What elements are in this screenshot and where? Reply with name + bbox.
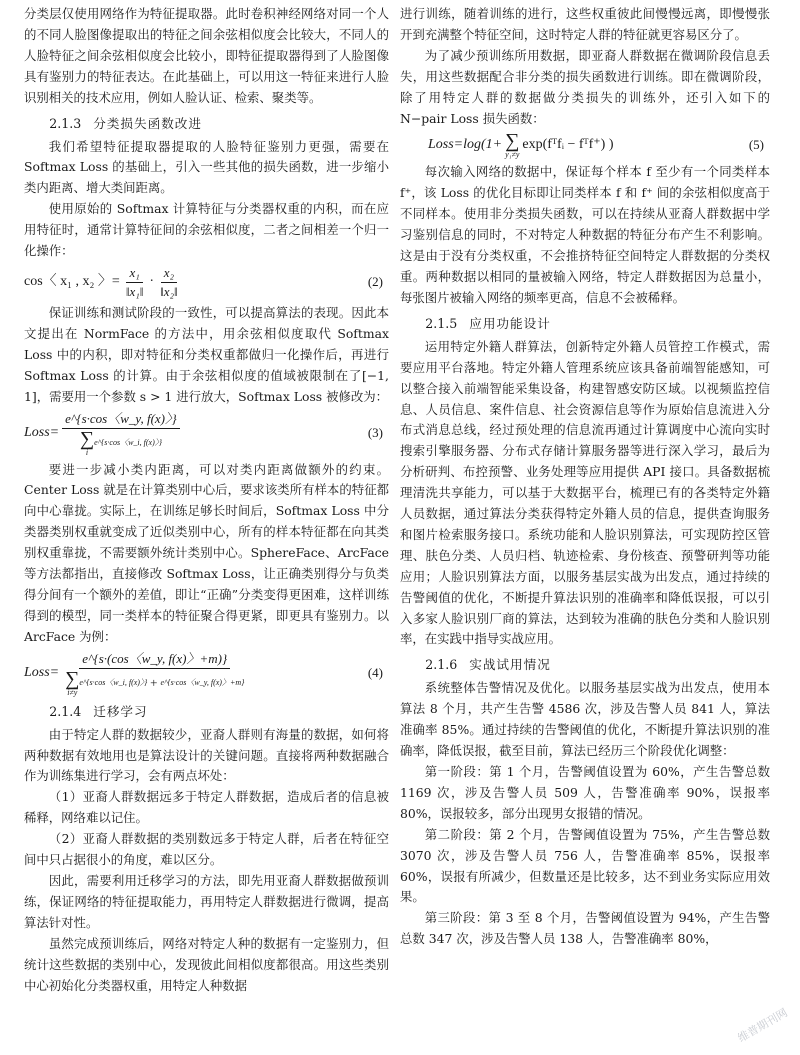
paragraph: 我们希望特征提取器提取的人脸特征鉴别力更强，需要在 Softmax Loss 的基础上，引入一些其他的损失函数，进一步缩小类内距离、增大类间距离。 <box>24 138 389 196</box>
paragraph: 每次输入网络的数据中，保证每个样本 f 至少有一个同类样本 f⁺，该 Loss 的优化目标即让同类样本 f 和 f⁺ 间的余弦相似度高于不同样本。使用非分类损失函数，可以在持续从亚裔人群数据中学习鉴别信息的同时，不对特定人种数据的特征分布产生不利影响。这是由于没有分类权重，不会推挤特征空间特定人群数据的分类权重。两种数据以相同的量被输入网络，特定人群数据因为总量小，每张图片被输入网络的频率更高，信息不会被稀释。 <box>400 164 770 305</box>
section-heading-2-1-5 <box>400 314 770 334</box>
paragraph: 第一阶段：第 1 个月，告警阈值设置为 60%，产生告警总数 1169 次，涉及告警人员 509 人，告警准确率 90%，误报率 80%，误报较多，部分出现男女报错的情况。 <box>400 764 770 821</box>
watermark: 维普期刊网 <box>735 1006 790 1045</box>
section-title: 实战试用情况 <box>469 657 551 673</box>
frac-denominator: ‖x₁‖ <box>125 283 144 299</box>
equation-number: (4) <box>367 665 383 681</box>
paragraph: 要进一步减小类内距离，可以对类内距离做额外的约束。Center Loss 就是在计算类别中心后，要求该类所有样本的特征都向中心靠拢。实际上，在训练足够长时间后，Softmax Loss 中分类器类别权重就变成了近似类别中心，所有的样本特征都在向其类别权重靠拢，不需要额外统计类别中心。SphereFace、ArcFace 等方法都指出，直接修改 Softmax Loss，让正确类别得分与负类得分间有一个额外的差值，即让“正确”分类变得更困难，这样训练得到的模型，同一类样本的特征聚合得更紧，即更具有鉴别力。以 ArcFace 为例： <box>24 461 389 644</box>
frac-denominator: ‖x₂‖ <box>160 283 178 299</box>
section-title: 分类损失函数改进 <box>93 115 202 131</box>
paragraph: （1）亚裔人群数据远多于特定人群数据，造成后者的信息被稀释，网络难以记住。 <box>24 789 389 826</box>
frac-denominator: e^{s·cos〈w_i, f(x)〉} <box>94 438 162 447</box>
equation-4: Loss= e^{s·(cos〈w_y, f(x)〉+m)} ∑ i≠y e^{s·cos〈w_i, f(x)〉} + e^{s·cos〈w_y, f(x)〉+m} (4) <box>24 651 389 697</box>
equation-2: cos〈 x₁ , x₂ 〉= $\frac{\text{x₁}}{\text{‖x₁‖}}$ · $\frac{\text{x₂}}{\text{‖x₂‖}}$ (2) <box>24 265 389 300</box>
equation-number: (3) <box>367 425 383 441</box>
right-column <box>400 4 770 950</box>
equation-3: Loss= e^{s·cos〈w_y, f(x)〉} ∑ i e^{s·cos〈w_i, f(x)〉} (3) <box>24 411 389 457</box>
equation-lhs: cos〈 x₁ , x₂ 〉= <box>24 274 120 290</box>
paragraph: 分类层仅使用网络作为特征提取器。此时卷积神经网络对同一个人的不同人脸图像提取出的特征之间余弦相似度会比较大，不同人的人脸特征之间余弦相似度会比较小，即特征提取器得到了人脸图像具有鉴别力的特征表达。在此基础上，可以用这一特征来进行人脸识别相关的技术应用，例如人脸认证、检索、聚类等。 <box>24 6 389 105</box>
section-heading-2-1-6 <box>400 655 770 675</box>
frac-numerator: e^{s·cos〈w_y, f(x)〉} <box>62 411 180 429</box>
equation-lhs: Loss= <box>24 665 60 681</box>
section-number: 2.1.3 <box>49 115 82 131</box>
frac-numerator: x₁ <box>126 265 142 283</box>
section-title: 迁移学习 <box>93 703 148 719</box>
equation-5: Loss=log(1+ ∑ y₁≠y exp(fᵀfᵢ − fᵀf⁺) ) (5) <box>400 132 770 159</box>
equation-number: (5) <box>748 137 764 153</box>
paragraph: 使用原始的 Softmax 计算特征与分类器权重的内积，而在应用特征时，通常计算特征间的余弦相似度，二者之间相差一个归一化操作： <box>24 201 389 259</box>
equation-rhs: exp(fᵀfᵢ − fᵀf⁺) ) <box>522 137 614 153</box>
equation-lhs: Loss= <box>24 425 60 441</box>
paragraph: 虽然完成预训练后，网络对特定人种的数据有一定鉴别力，但统计这些数据的类别中心，发现彼此间相似度都很高。用这些类别中心初始化分类器权重，用特定人种数据 <box>24 935 389 993</box>
paragraph: 进行训练，随着训练的进行，这些权重彼此间慢慢远离，即慢慢张开到充满整个特征空间，这时特定人群的特征就更容易区分了。 <box>400 6 770 42</box>
sum-index: y₁≠y <box>505 150 520 160</box>
section-number: 2.1.5 <box>425 315 458 331</box>
frac-numerator: e^{s·(cos〈w_y, f(x)〉+m)} <box>79 651 230 669</box>
frac-numerator: x₂ <box>161 265 177 283</box>
section-number: 2.1.4 <box>49 703 82 719</box>
paragraph: 因此，需要利用迁移学习的方法，即先用亚裔人群数据做预训练，保证网络的特征提取能力，再用特定人群数据进行微调，提高算法针对性。 <box>24 873 389 930</box>
section-title: 应用功能设计 <box>469 315 551 331</box>
paragraph: 系统整体告警情况及优化。以服务基层实战为出发点，使用本算法 8 个月，共产生告警 4586 次，涉及告警人员 841 人，算法准确率 85%。通过持续的告警阈值的优化，不断提升算法识别的准确率，降低误报，截至目前，算法已经历三个阶段优化调整： <box>400 680 770 759</box>
sum-index: i≠y <box>67 687 78 697</box>
left-column <box>24 4 389 996</box>
paragraph: 保证训练和测试阶段的一致性，可以提高算法的表现。因此本文提出在 NormFace 的方法中，用余弦相似度取代 Softmax Loss 中的内积，即对特征和分类权重都做归一化操作后，再进行 Softmax Loss 的计算。由于余弦相似度的值域被限制在了[−1, 1]，需要用一个参数 s > 1 进行放大，Softmax Loss 被修改为： <box>24 304 389 404</box>
paragraph: 第二阶段：第 2 个月，告警阈值设置为 75%，产生告警总数 3070 次，涉及告警人员 756 人，告警准确率 85%，误报率 60%，误报有所减少，但数量还是比较多，达不到业务实际应用效果。 <box>400 826 770 905</box>
paragraph: 为了减少预训练所用数据，即亚裔人群数据在微调阶段信息丢失，用这些数据配合非分类的损失函数进行训练。即在微调阶段，除了用特定人群的数据做分类损失的训练外，还引入如下的 N−pair Loss 损失函数： <box>400 47 770 126</box>
paragraph: 运用特定外籍人群算法，创新特定外籍人员管控工作模式，需要应用平台落地。特定外籍人管理系统应该具备前端智能感知，可以整合接入前端智能采集设备，构建智感安防区域。以视频监控信息、人员信息、案件信息、社会资源信息等作为原始信息流进入分布式消息总线，经过预处理的信息流再通过计算调度中心流向实时搜索引擎服务器、分布式存储计算服务器等进行深入学习，最后为分析研判、布控预警、业务处理等应用提供 API 接口。具备数据梳理清洗共享能力，可以基于大数据平台，梳理已有的各类特定外籍人员数据，通过算法分类获得特定外籍人员的信息，提供查询服务和图片检索服务接口。系统功能和人脸识别算法，可实现防控区管理、肤色分类、人员归档、轨迹检索、身份核查、预警研判等功能应用；人脸识别算法方面，以服务基层实战为出发点，通过持续的告警阈值的优化，不断提升算法识别的准确率和降低误报，可以引入多家人脸识别厂商的算法，达到较为准确的肤色分类和人脸识别率，在实践中指导实战应用。 <box>400 338 770 647</box>
section-heading-2-1-4 <box>24 702 389 722</box>
frac-denominator-term: e^{s·cos〈w_i, f(x)〉} <box>79 678 148 688</box>
section-number: 2.1.6 <box>425 657 458 673</box>
paragraph: 由于特定人群的数据较少，亚裔人群则有海量的数据，如何将两种数据有效地用也是算法设计的关键问题。直接将两种数据融合作为训练集进行学习，会有两点坏处： <box>24 726 389 784</box>
sum-index: i <box>85 447 89 457</box>
equation-lhs: Loss=log(1+ <box>428 137 503 153</box>
equation-number: (2) <box>367 274 383 290</box>
section-heading-2-1-3 <box>24 114 389 134</box>
frac-denominator-term: e^{s·cos〈w_y, f(x)〉+m} <box>160 678 245 688</box>
paragraph: 第三阶段：第 3 至 8 个月，告警阈值设置为 94%，产生告警总数 347 次，涉及告警人员 138 人，告警准确率 80%， <box>400 910 770 947</box>
paragraph: （2）亚裔人群数据的类别数远多于特定人群，后者在特征空间中只占据很小的角度，难以区分。 <box>24 831 389 868</box>
